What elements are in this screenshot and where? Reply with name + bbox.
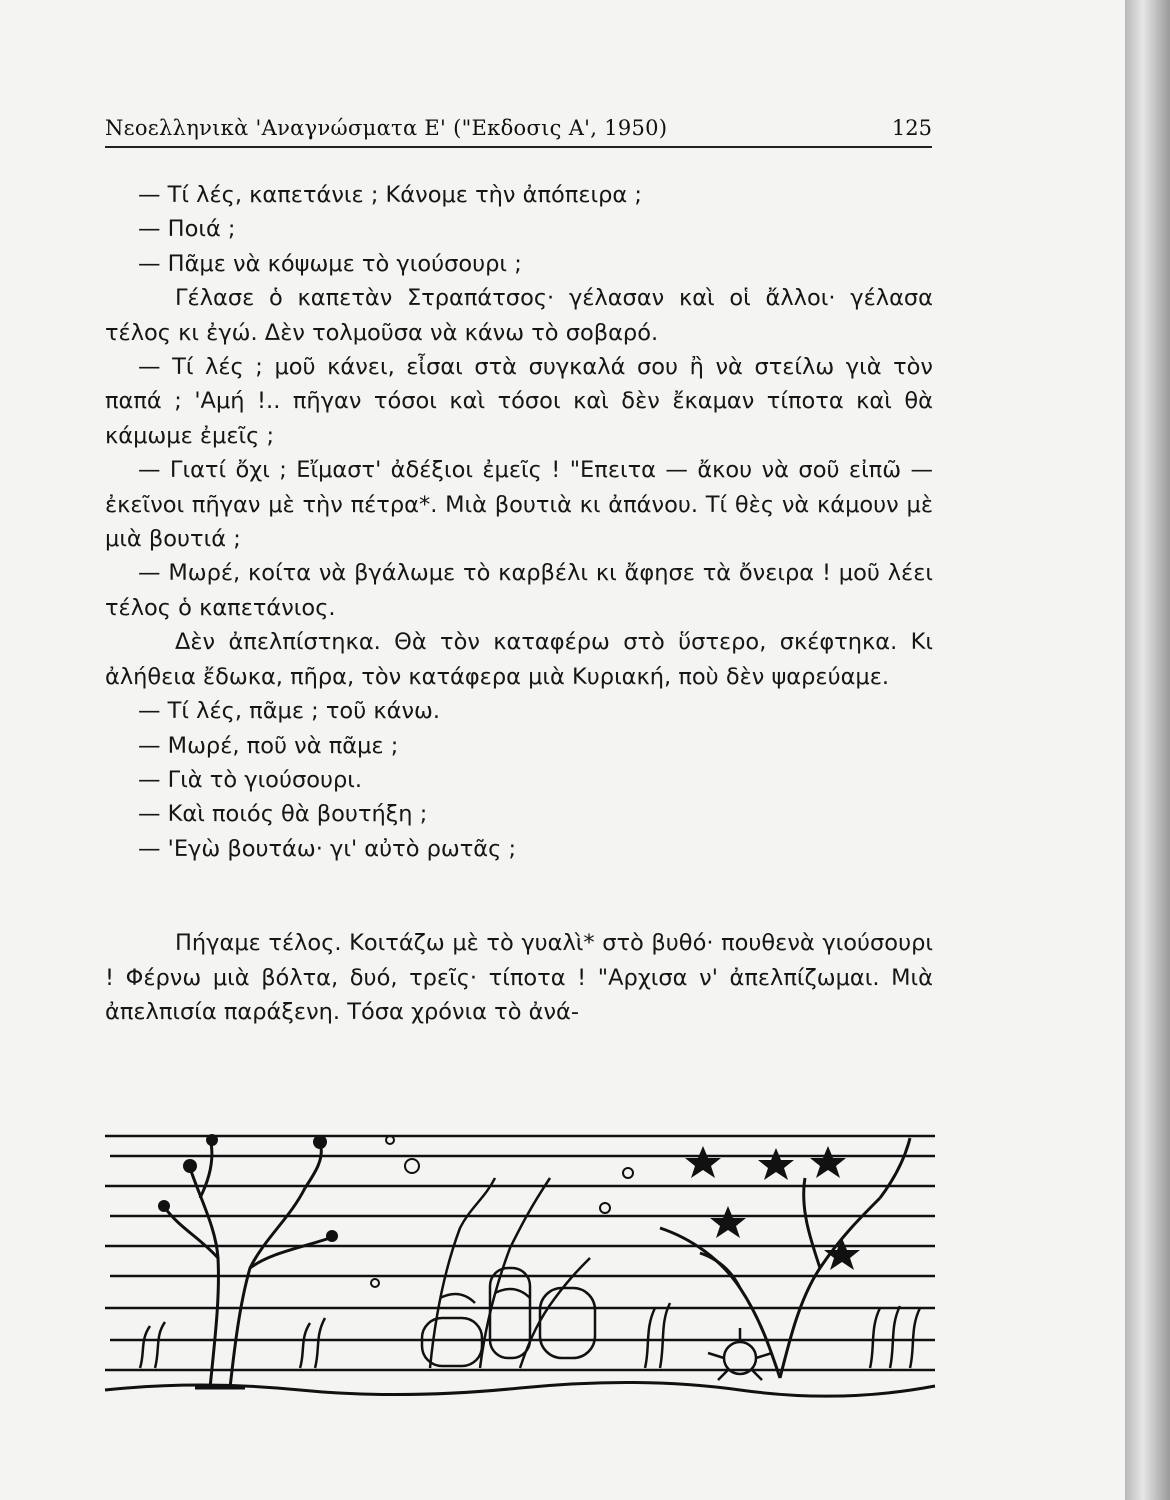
page-number: 125: [891, 116, 932, 140]
paragraph: — 'Εγὼ βουτάω· γι' αὐτὸ ρωτᾶς ;: [138, 835, 517, 862]
paragraph: — Καὶ ποιός θὰ βουτήξη ;: [138, 801, 428, 828]
paragraph: — Μωρέ, ποῦ νὰ πᾶμε ;: [138, 732, 399, 759]
running-head: Νεοελληνικὰ 'Αναγνώσματα Ε' ("Εκδοσις Α', 1950): [105, 116, 668, 140]
coral-tree-icon: [165, 1138, 330, 1388]
body-text: [105, 178, 933, 1029]
paragraph: — Πᾶμε νὰ κόψωμε τὸ γιούσουρι ;: [138, 250, 522, 277]
starfish-icon: [685, 1146, 860, 1270]
paragraph: — Γιατί ὄχι ; Εἴμαστ' ἀδέξιοι ἐμεῖς ! "Επειτα — ἄκου νὰ σοῦ εἰπῶ — ἐκεῖνοι πῆγαν μὲ τὴν πέτρα*. Μιὰ βουτιὰ κι ἀπάνου. Τί θὲς νὰ κάμουν μὲ μιὰ βουτιά ;: [105, 457, 933, 553]
paragraph: Γέλασε ὁ καπετὰν Στραπάτσος· γέλασαν καὶ οἱ ἄλλοι· γέλασα τέλος κι ἐγώ. Δὲν τολμοῦσα νὰ κάνω τὸ σοβαρό.: [105, 285, 933, 346]
page-header: [105, 112, 932, 148]
paragraph: Πήγαμε τέλος. Κοιτάζω μὲ τὸ γυαλὶ* στὸ βυθό· πουθενὰ γιούσουρι ! Φέρνω μιὰ βόλτα, δυό, τρεῖς· τίποτα ! "Αρχισα ν' ἀπελπίζωμαι. Μιὰ ἀπελπισία παράξενη. Τόσα χρόνια τὸ ἀνά-: [105, 930, 933, 1025]
paragraph: — Γιὰ τὸ γιούσουρι.: [138, 766, 363, 793]
paragraph: — Τί λές, καπετάνιε ; Κάνομε τὴν ἀπόπειρα ;: [138, 182, 642, 208]
section-gap: [105, 866, 933, 926]
paragraph: — Μωρέ, κοίτα νὰ βγάλωμε τὸ καρβέλι κι ἄφησε τὰ ὄνειρα ! μοῦ λέει τέλος ὁ καπετάνιος.: [105, 560, 933, 621]
paragraph: Δὲν ἀπελπίστηκα. Θὰ τὸν καταφέρω στὸ ὕστερο, σκέφτηκα. Κι ἀλήθεια ἔδωκα, πῆρα, τὸν κατάφερα μιὰ Κυριακή, ποὺ δὲν ψαρεύαμε.: [105, 629, 933, 690]
paragraph: — Ποιά ;: [138, 216, 236, 243]
paragraph: — Τί λές, πᾶμε ; τοῦ κάνω.: [138, 698, 441, 725]
page-edge: [1125, 0, 1170, 1500]
paragraph: — Τί λές ; μοῦ κάνει, εἶσαι στὰ συγκαλά σου ἢ νὰ στείλω γιὰ τὸν παπά ; 'Αμή !.. πῆγαν τόσοι καὶ τόσοι καὶ δὲν ἔκαμαν τίποτα καὶ θὰ κάμωμε ἐμεῖς ;: [105, 354, 933, 449]
seabed-illustration: [100, 1118, 940, 1403]
seabed-drawing: [100, 1118, 940, 1403]
